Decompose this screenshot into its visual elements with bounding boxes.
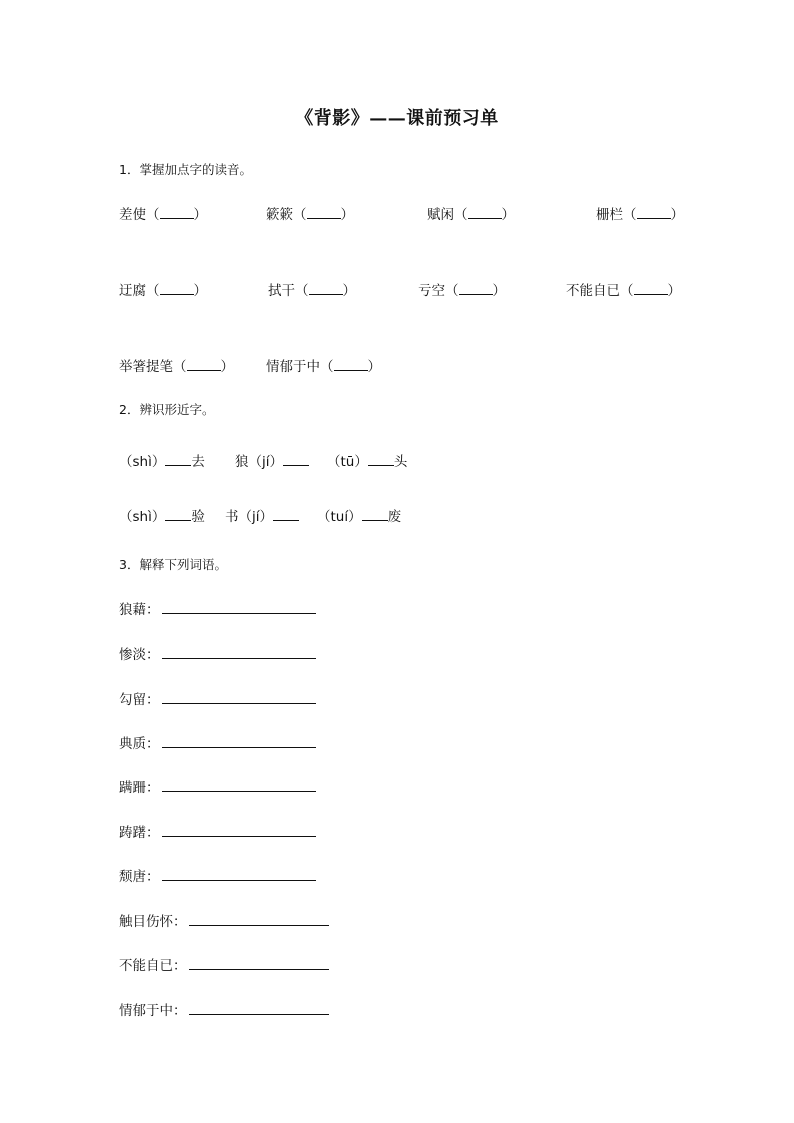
q3-heading: 3．解释下列词语。 [119,557,227,572]
q3-term: 情郁于中： [119,1003,187,1019]
answer-blank[interactable] [160,208,194,219]
q3-term-row [119,688,316,708]
q1-word: 拭干 [268,283,295,299]
q3-term: 蹒跚： [119,780,160,796]
answer-line[interactable] [189,1002,329,1015]
q3-term: 勾留： [119,692,160,708]
q1-item: 举箸提笔（ ） [119,359,234,375]
q3-term-row [119,643,316,663]
q1-word: 情郁于中 [266,359,320,375]
q3-term: 触目伤怀： [119,914,187,930]
q3-term: 踌躇： [119,825,160,841]
q1-item: 栅栏（ ） [596,207,684,223]
answer-line[interactable] [162,868,316,881]
q1-item: 差使（ ） [119,207,207,223]
q3-term-row [119,598,316,618]
q1-heading: 1．掌握加点字的读音。 [119,162,252,177]
q3-term-row [119,776,316,796]
q2-item: （tū） 头 [327,454,408,470]
answer-blank[interactable] [637,208,671,219]
answer-blank[interactable] [187,360,221,371]
q1-item: 簌簌（ ） [266,207,354,223]
q3-term: 不能自已： [119,958,187,974]
q3-term: 颓唐： [119,869,160,885]
q1-word: 举箸提笔 [119,359,173,375]
q2-heading: 2．辨识形近字。 [119,402,215,417]
answer-blank[interactable] [165,455,191,466]
q2-item: （shì） 去 [119,454,205,470]
q2-item: 书（jí） [225,505,299,525]
q1-item: 亏空（ ） [418,283,506,299]
q1-word: 迂腐 [119,283,146,299]
answer-line[interactable] [162,601,316,614]
q3-term-row [119,954,329,974]
answer-blank[interactable] [362,510,388,521]
q3-term-row [119,865,316,885]
answer-line[interactable] [162,824,316,837]
answer-line[interactable] [189,913,329,926]
answer-blank[interactable] [165,510,191,521]
q1-item: 拭干（ ） [268,283,356,299]
answer-blank[interactable] [307,208,341,219]
answer-blank[interactable] [334,360,368,371]
q1-word: 赋闲 [427,207,454,223]
answer-blank[interactable] [459,284,493,295]
q1-word: 差使 [119,207,146,223]
q1-word: 栅栏 [596,207,623,223]
q2-item: （shì） 验 [119,509,205,525]
q1-word: 亏空 [418,283,445,299]
answer-blank[interactable] [273,510,299,521]
answer-blank[interactable] [634,284,668,295]
q3-term: 惨淡： [119,647,160,663]
q3-term: 典质： [119,736,160,752]
answer-blank[interactable] [283,455,309,466]
q1-word: 不能自已 [566,283,620,299]
answer-blank[interactable] [309,284,343,295]
answer-line[interactable] [162,646,316,659]
q1-item: 情郁于中（ ） [266,359,381,375]
answer-blank[interactable] [160,284,194,295]
answer-blank[interactable] [468,208,502,219]
q1-item: 不能自已（ ） [566,283,681,299]
q2-item: （tuí） 废 [317,509,402,525]
answer-line[interactable] [162,691,316,704]
q1-word: 簌簌 [266,207,293,223]
q1-item: 迂腐（ ） [119,283,207,299]
answer-line[interactable] [162,779,316,792]
q1-item: 赋闲（ ） [427,207,515,223]
answer-blank[interactable] [368,455,394,466]
page-title: 《背影》——课前预习单 [295,108,499,129]
q3-term-row [119,821,316,841]
q2-item: 狼（jí） [235,450,309,470]
q3-term: 狼藉： [119,602,160,618]
answer-line[interactable] [162,735,316,748]
answer-line[interactable] [189,957,329,970]
q3-term-row [119,732,316,752]
q3-term-row [119,999,329,1019]
q3-term-row [119,910,329,930]
